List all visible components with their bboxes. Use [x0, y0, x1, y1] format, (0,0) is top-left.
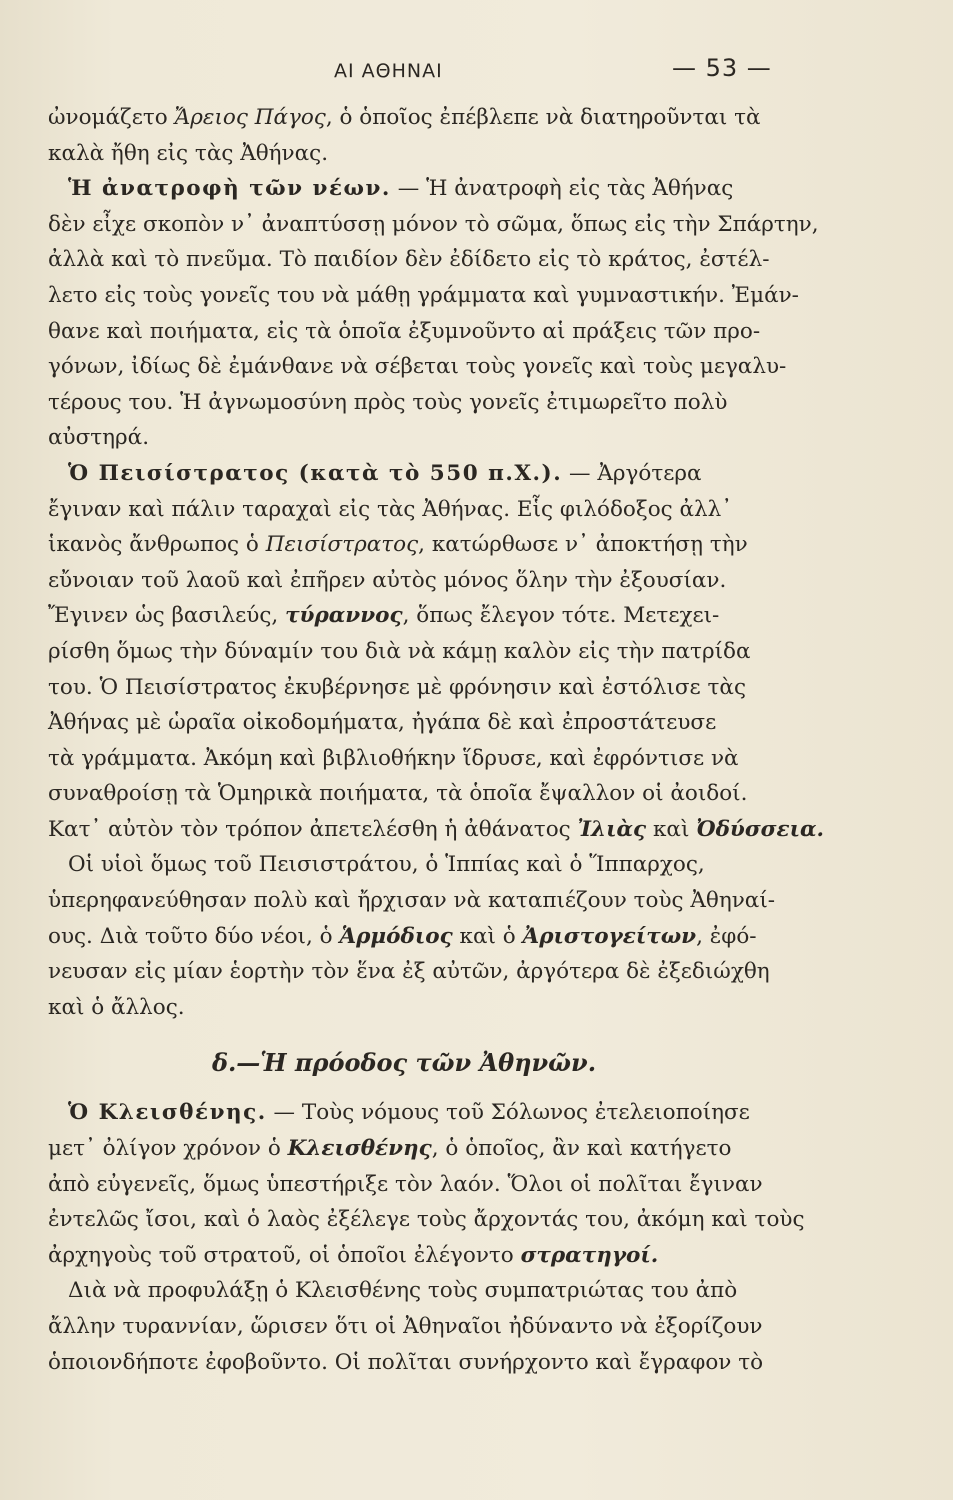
text-line — [68, 456, 800, 492]
text-line: Οἱ υἱοὶ ὅμως τοῦ Πεισιστράτου, ὁ Ἱππίας καὶ ὁ Ἵππαρχος, — [68, 852, 705, 878]
page-header — [0, 54, 953, 94]
text-line: τέρους του. Ἡ ἀγνωμοσύνη πρὸς τοὺς γονεῖς ἐτιμωρεῖτο πολὺ — [48, 389, 728, 415]
text-line: λετο εἰς τοὺς γονεῖς του νὰ μάθῃ γράμματα καὶ γυμναστικήν. Ἐμάν- — [48, 282, 799, 308]
italic-term: Ἄρειος Πάγος — [174, 105, 326, 130]
text-line: ὑπερηφανεύθησαν πολὺ καὶ ἤρχισαν νὰ καταπιέζουν τοὺς Ἀθηναί- — [48, 888, 776, 914]
text-line — [48, 1238, 800, 1274]
text-run: — Ἡ ἀνατροφὴ εἰς τὰς Ἀθήνας — [390, 176, 734, 202]
italic-term: Ἁρμόδιος — [339, 923, 453, 949]
text-run: ὠνομάζετο — [48, 105, 175, 130]
text-line: καὶ ὁ ἄλλος. — [48, 994, 185, 1020]
text-line: ἀπὸ εὐγενεῖς, ὅμως ὑπεστήριξε τὸν λαόν. Ὅλοι οἱ πολῖται ἔγιναν — [48, 1171, 763, 1197]
text-run: καὶ — [646, 816, 697, 842]
text-line: νευσαν εἰς μίαν ἑορτὴν τὸν ἕνα ἐξ αὐτῶν, ἀργότερα δὲ ἐξεδιώχθη — [48, 959, 770, 985]
text-line — [48, 598, 800, 634]
text-line: αὐστηρά. — [48, 425, 150, 451]
section-title: δ.—Ἡ πρόοδος τῶν Ἀθηνῶν. — [211, 1048, 597, 1078]
paragraph-heading: Ὁ Κλεισθένης. — [68, 1100, 267, 1126]
text-line: Ἀθήνας μὲ ὡραῖα οἰκοδομήματα, ἠγάπα δὲ καὶ ἐπροστάτευσε — [48, 710, 717, 736]
text-run: ους. Διὰ τοῦτο δύο νέοι, ὁ — [48, 923, 340, 949]
text-run: , ὅπως ἔλεγον τότε. Μετεχει- — [402, 603, 720, 629]
text-line: τὰ γράμματα. Ἀκόμη καὶ βιβλιοθήκην ἵδρυσε, καὶ ἐφρόντισε νὰ — [48, 745, 739, 771]
text-run: , ὁ ὁποῖος, ἂν καὶ κατήγετο — [431, 1136, 732, 1162]
text-run: — Ἀργότερα — [562, 460, 702, 486]
text-line: συναθροίσῃ τὰ Ὁμηρικὰ ποιήματα, τὰ ὁποῖα ἔψαλλον οἱ ἀοιδοί. — [48, 781, 748, 807]
paragraph-heading: Ὁ Πεισίστρατος (κατὰ τὸ 550 π.Χ.). — [68, 460, 563, 486]
text-line — [48, 919, 800, 955]
text-run: καὶ ὁ — [452, 923, 523, 949]
text-run: Ἔγινεν ὡς βασιλεύς, — [48, 603, 286, 629]
italic-term: Πεισίστρατος — [265, 532, 419, 558]
italic-term: Ἰλιὰς — [577, 816, 647, 842]
text-line: ρίσθη ὅμως τὴν δύναμίν του διὰ νὰ κάμῃ καλὸν εἰς τὴν πατρίδα — [48, 638, 751, 664]
text-line: ὁποιονδήποτε ἐφοβοῦντο. Οἱ πολῖται συνήρχοντο καὶ ἔγραφον τὸ — [48, 1349, 764, 1375]
running-title: ΑΙ ΑΘΗΝΑΙ — [334, 60, 443, 82]
text-run: μετ᾽ ὀλίγον χρόνον ὁ — [48, 1136, 288, 1162]
text-line: εὔνοιαν τοῦ λαοῦ καὶ ἐπῆρεν αὐτὸς μόνος ὅλην τὴν ἐξουσίαν. — [48, 567, 727, 593]
text-line — [48, 1131, 800, 1167]
text-line: γόνων, ἰδίως δὲ ἐμάνθανε νὰ σέβεται τοὺς γονεῖς καὶ τοὺς μεγαλυ- — [48, 354, 787, 380]
page-number: — 53 — — [672, 54, 772, 82]
text-line — [68, 171, 800, 207]
italic-term: Ἀριστογείτων — [522, 923, 697, 949]
italic-term: Κλεισθένης — [287, 1136, 432, 1162]
text-line: ἔγιναν καὶ πάλιν ταραχαὶ εἰς τὰς Ἀθήνας. Εἷς φιλόδοξος ἀλλ᾽ — [48, 496, 733, 522]
text-line — [48, 812, 825, 848]
text-run: ἀρχηγοὺς τοῦ στρατοῦ, οἱ ὁποῖοι ἐλέγοντο — [48, 1242, 521, 1268]
italic-term: στρατηγοί. — [520, 1242, 659, 1268]
text-line: θανε καὶ ποιήματα, εἰς τὰ ὁποῖα ἐξυμνοῦντο αἱ πράξεις τῶν προ- — [48, 318, 761, 344]
text-line: καλὰ ἤθη εἰς τὰς Ἀθήνας. — [48, 140, 329, 166]
text-line — [48, 527, 800, 563]
body-text — [48, 100, 825, 1380]
italic-term: Ὀδύσσεια. — [696, 816, 825, 842]
text-run: , ὁ ὁποῖος ἐπέβλεπε νὰ διατηροῦνται τὰ — [325, 105, 761, 130]
text-line — [68, 1095, 800, 1131]
text-line: ἀλλὰ καὶ τὸ πνεῦμα. Τὸ παιδίον δὲν ἐδίδετο εἰς τὸ κράτος, ἐστέλ- — [48, 247, 770, 273]
text-run: Κατ᾽ αὐτὸν τὸν τρόπον ἀπετελέσθη ἡ ἀθάνατος — [48, 816, 578, 842]
text-run: — Τοὺς νόμους τοῦ Σόλωνος ἐτελειοποίησε — [266, 1100, 750, 1126]
text-run: , κατώρθωσε ν᾽ ἀποκτήσῃ τὴν — [418, 532, 748, 558]
text-line: Διὰ νὰ προφυλάξῃ ὁ Κλεισθένης τοὺς συμπατριώτας του ἀπὸ — [68, 1278, 738, 1304]
text-line: ἐντελῶς ἴσοι, καὶ ὁ λαὸς ἐξέλεγε τοὺς ἄρχοντάς του, ἀκόμη καὶ τοὺς — [48, 1207, 805, 1233]
text-line: του. Ὁ Πεισίστρατος ἐκυβέρνησε μὲ φρόνησιν καὶ ἐστόλισε τὰς — [48, 674, 746, 700]
text-line — [48, 100, 800, 136]
text-line: δὲν εἶχε σκοπὸν ν᾽ ἀναπτύσσῃ μόνον τὸ σῶμα, ὅπως εἰς τὴν Σπάρτην, — [48, 211, 819, 237]
text-run: ἱκανὸς ἄνθρωπος ὁ — [48, 532, 266, 558]
italic-term: τύραννος — [285, 603, 403, 629]
paragraph-heading: Ἡ ἀνατροφὴ τῶν νέων. — [68, 176, 391, 202]
text-line: ἄλλην τυραννίαν, ὥρισεν ὅτι οἱ Ἀθηναῖοι ἠδύναντο νὰ ἐξορίζουν — [48, 1314, 763, 1339]
text-run: , ἐφό- — [696, 923, 757, 949]
